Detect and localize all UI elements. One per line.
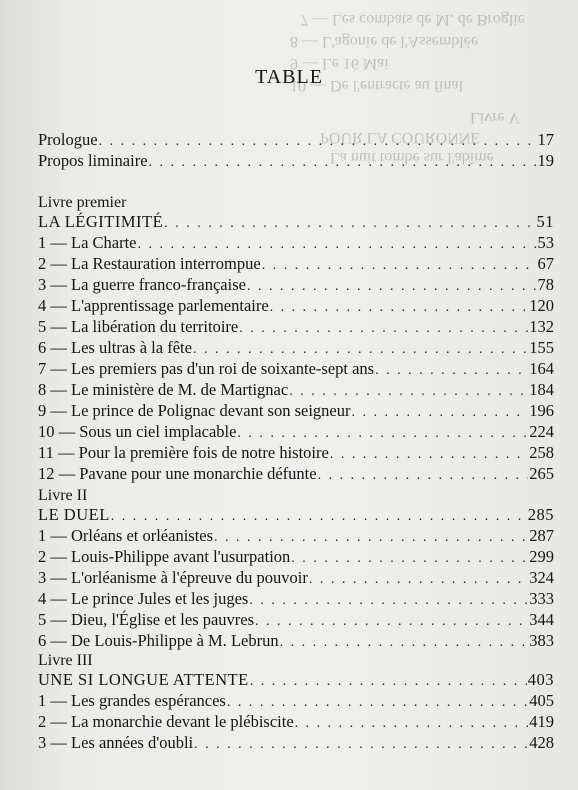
- dot-leader: [99, 134, 537, 150]
- chapter-entry: 2 — Louis-Philippe avant l'usurpation . . . 299: [38, 547, 554, 568]
- chapter-entry: 2 — La Restauration interrompue . . . 67: [38, 254, 554, 275]
- dot-leader: [247, 279, 537, 295]
- chapter-title: Pour la première fois de notre histoire: [78, 443, 329, 462]
- chapter-title: Le ministère de M. de Martignac: [71, 380, 289, 399]
- chapter-entry: 2 — La monarchie devant le plébiscite . . . 419: [38, 712, 554, 733]
- chapter-number: 1: [38, 526, 47, 545]
- chapter-number: 5: [38, 317, 47, 336]
- chapter-title: Les premiers pas d'un roi de soixante-sept ans: [71, 359, 375, 378]
- dot-leader: [295, 716, 529, 732]
- chapter-page: 67: [537, 254, 554, 273]
- chapter-number: 3: [38, 275, 47, 294]
- dot-leader: [318, 468, 529, 484]
- chapter-page: 333: [529, 589, 554, 608]
- chapter-title: Dieu, l'Église et les pauvres: [71, 610, 255, 629]
- chapter-title: La libération du territoire: [71, 317, 239, 336]
- chapter-list: [38, 526, 554, 652]
- dot-leader: [250, 674, 527, 690]
- dot-leader: [193, 342, 528, 358]
- bleed-through-line: 7 — Les combats de M. de Broglie: [300, 11, 525, 28]
- chapter-page: 428: [529, 733, 554, 752]
- chapter-title: L'apprentissage parlementaire: [71, 296, 269, 315]
- chapter-title: La guerre franco-française: [71, 275, 246, 294]
- chapter-page: 383: [529, 631, 554, 650]
- chapter-list: [38, 691, 554, 754]
- dot-leader: [289, 384, 528, 400]
- chapter-page: 120: [529, 296, 554, 315]
- chapter-entry: 4 — L'apprentissage parlementaire . . . 120: [38, 296, 554, 317]
- dot-leader: [280, 635, 529, 651]
- chapter-page: 132: [529, 317, 554, 336]
- dot-leader: [262, 258, 537, 274]
- chapter-page: 299: [529, 547, 554, 566]
- book-label: Livre III: [38, 652, 93, 669]
- bleed-through-line: 10 — De l'entracte au final: [290, 77, 464, 94]
- chapter-entry: 5 — La libération du territoire . . . 132: [38, 317, 554, 338]
- book-title: UNE SI LONGUE ATTENTE: [38, 670, 249, 689]
- book-section-3: [38, 651, 554, 754]
- chapter-page: 405: [529, 691, 554, 710]
- chapter-page: 287: [529, 526, 554, 545]
- dot-leader: [111, 509, 527, 525]
- chapter-title: Les grandes espérances: [71, 691, 226, 710]
- dot-leader: [375, 363, 528, 379]
- chapter-page: 78: [537, 275, 554, 294]
- chapter-number: 2: [38, 712, 47, 731]
- chapter-page: 419: [529, 712, 554, 731]
- chapter-title: Le prince Jules et les juges: [71, 589, 249, 608]
- dot-leader: [138, 237, 537, 253]
- book-title: LA LÉGITIMITÉ: [38, 212, 164, 231]
- book-label: Livre II: [38, 487, 88, 504]
- chapter-page: 155: [529, 338, 554, 357]
- chapter-title: La Charte: [71, 233, 137, 252]
- chapter-page: 258: [529, 443, 554, 462]
- book-title-row: [38, 212, 554, 233]
- chapter-entry: 3 — La guerre franco-française . . . 78: [38, 275, 554, 296]
- entry-label: Propos liminaire: [38, 151, 148, 170]
- chapter-number: 4: [38, 296, 47, 315]
- chapter-entry: 7 — Les premiers pas d'un roi de soixante-sept ans . . . 164: [38, 359, 554, 380]
- toc-entry-prologue: [38, 130, 554, 151]
- chapter-title: La monarchie devant le plébiscite: [71, 712, 294, 731]
- chapter-page: 324: [529, 568, 554, 587]
- dot-leader: [239, 321, 528, 337]
- chapter-entry: 3 — Les années d'oubli . . . 428: [38, 733, 554, 754]
- chapter-number: 2: [38, 254, 47, 273]
- dot-leader: [164, 216, 535, 232]
- chapter-entry: 1 — Orléans et orléanistes . . . 287: [38, 526, 554, 547]
- front-matter-section: [38, 130, 554, 172]
- chapter-number: 2: [38, 547, 47, 566]
- dot-leader: [214, 530, 528, 546]
- dot-leader: [227, 695, 528, 711]
- chapter-number: 1: [38, 691, 47, 710]
- entry-page: 403: [527, 670, 554, 689]
- chapter-title: Sous un ciel implacable: [79, 422, 237, 441]
- chapter-number: 4: [38, 589, 47, 608]
- chapter-number: 11: [38, 443, 54, 462]
- book-title-row: [38, 505, 554, 526]
- dot-leader: [330, 447, 528, 463]
- chapter-number: 10: [38, 422, 55, 441]
- chapter-entry: 6 — De Louis-Philippe à M. Lebrun . . . 383: [38, 631, 554, 652]
- dot-leader: [194, 737, 528, 753]
- book-section-2: [38, 486, 554, 652]
- chapter-entry: 1 — La Charte . . . 53: [38, 233, 554, 254]
- chapter-page: 196: [529, 401, 554, 420]
- chapter-number: 5: [38, 610, 47, 629]
- dot-leader: [352, 405, 529, 421]
- chapter-entry: 8 — Le ministère de M. de Martignac . . . 184: [38, 380, 554, 401]
- chapter-page: 265: [529, 464, 554, 483]
- chapter-number: 1: [38, 233, 47, 252]
- bleed-through-line: 9 — Le 16 Mai: [290, 55, 389, 72]
- chapter-page: 184: [529, 380, 554, 399]
- entry-page: 17: [537, 130, 554, 149]
- chapter-title: De Louis-Philippe à M. Lebrun: [71, 631, 279, 650]
- chapter-entry: 9 — Le prince de Polignac devant son seigneur . . . 196: [38, 401, 554, 422]
- chapter-title: Le prince de Polignac devant son seigneur: [71, 401, 351, 420]
- dot-leader: [249, 593, 528, 609]
- dot-leader: [309, 572, 528, 588]
- chapter-number: 8: [38, 380, 47, 399]
- chapter-title: Louis-Philippe avant l'usurpation: [71, 547, 291, 566]
- chapter-entry: 6 — Les ultras à la fête . . . 155: [38, 338, 554, 359]
- chapter-number: 6: [38, 631, 47, 650]
- bleed-through-line: POUR LA COURONNE: [320, 129, 481, 146]
- bleed-through-line: Livre V: [470, 109, 520, 126]
- chapter-entry: 5 — Dieu, l'Église et les pauvres . . . 344: [38, 610, 554, 631]
- chapter-number: 3: [38, 568, 47, 587]
- chapter-title: Pavane pour une monarchie défunte: [79, 464, 317, 483]
- dot-leader: [237, 426, 528, 442]
- chapter-entry: 4 — Le prince Jules et les juges . . . 333: [38, 589, 554, 610]
- chapter-entry: 10 — Sous un ciel implacable . . . 224: [38, 422, 554, 443]
- chapter-title: L'orléanisme à l'épreuve du pouvoir: [71, 568, 308, 587]
- chapter-number: 6: [38, 338, 47, 357]
- chapter-list: [38, 233, 554, 485]
- chapter-page: 224: [529, 422, 554, 441]
- chapter-title: La Restauration interrompue: [71, 254, 261, 273]
- chapter-number: 12: [38, 464, 55, 483]
- book-title-row: [38, 670, 554, 691]
- chapter-number: 3: [38, 733, 47, 752]
- chapter-number: 7: [38, 359, 47, 378]
- chapter-title: Orléans et orléanistes: [71, 526, 214, 545]
- toc-entry-propos: [38, 151, 554, 172]
- entry-page: 51: [536, 212, 554, 231]
- chapter-entry: 11 — Pour la première fois de notre histoire . . . 258: [38, 443, 554, 464]
- chapter-page: 53: [537, 233, 554, 252]
- page-title: TABLE: [255, 66, 323, 88]
- entry-page: 19: [537, 151, 554, 170]
- dot-leader: [270, 300, 529, 316]
- entry-label: Prologue: [38, 130, 98, 149]
- chapter-page: 164: [529, 359, 554, 378]
- dot-leader: [255, 614, 528, 630]
- chapter-title: Les ultras à la fête: [71, 338, 192, 357]
- book-title: LE DUEL: [38, 505, 110, 524]
- dot-leader: [291, 551, 528, 567]
- chapter-page: 344: [529, 610, 554, 629]
- chapter-entry: 12 — Pavane pour une monarchie défunte . . . 265: [38, 464, 554, 485]
- chapter-number: 9: [38, 401, 47, 420]
- book-label: Livre premier: [38, 194, 127, 211]
- book-section-1: [38, 193, 554, 485]
- dot-leader: [149, 155, 537, 171]
- chapter-entry: 3 — L'orléanisme à l'épreuve du pouvoir . . . 324: [38, 568, 554, 589]
- bleed-through-line: La nuit tombe sur l'abîme: [330, 149, 494, 166]
- bleed-through-line: 8 — L'agonie de l'Assemblée: [290, 33, 478, 50]
- chapter-title: Les années d'oubli: [71, 733, 194, 752]
- entry-page: 285: [527, 505, 554, 524]
- chapter-entry: 1 — Les grandes espérances . . . 405: [38, 691, 554, 712]
